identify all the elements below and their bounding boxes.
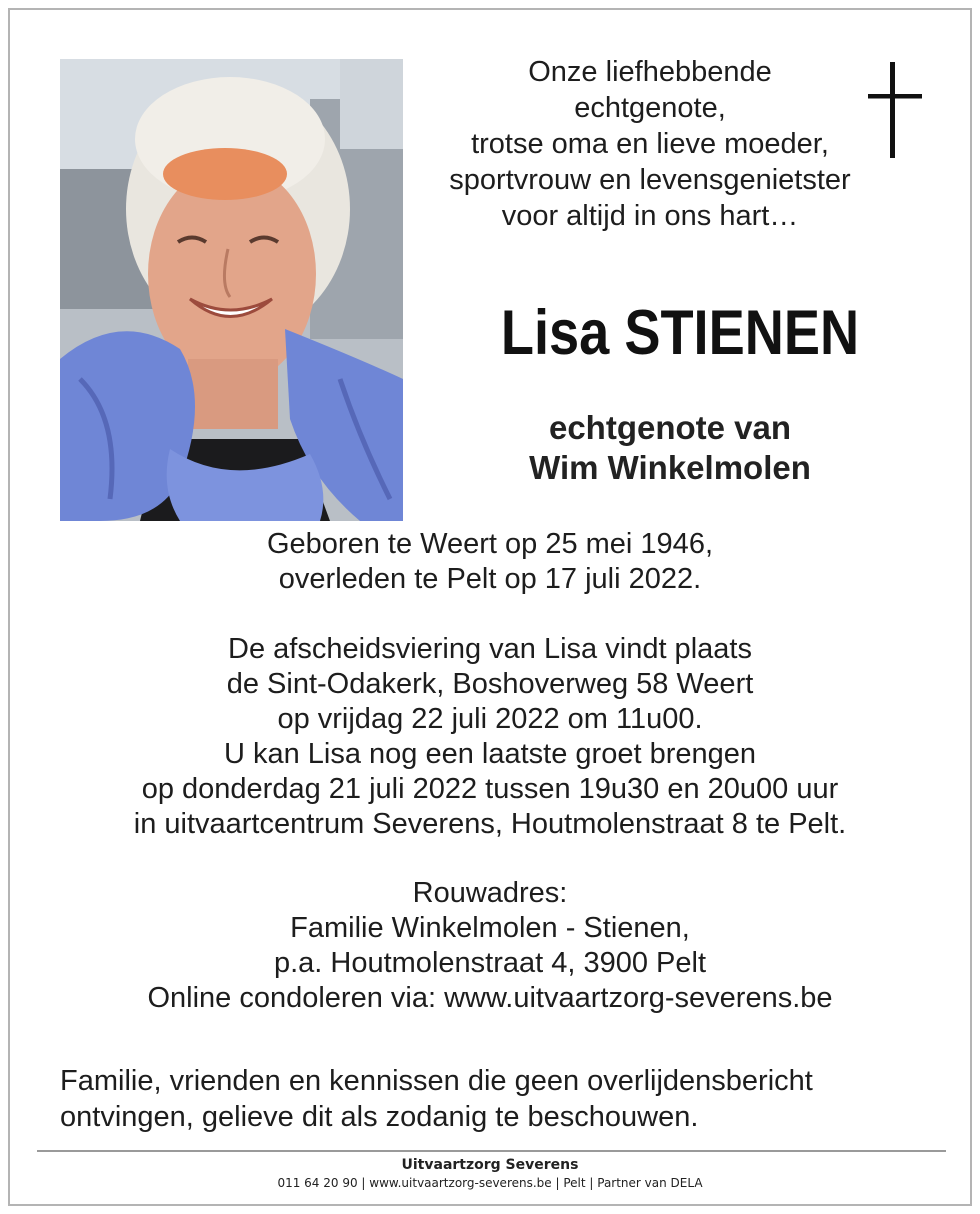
notice-text xyxy=(60,1063,940,1135)
cross-icon xyxy=(866,62,924,162)
condolence-address xyxy=(50,876,930,1016)
portrait-photo xyxy=(60,59,403,521)
intro-line: sportvrouw en levensgenietster xyxy=(449,164,851,196)
death-notice-card xyxy=(8,8,972,1206)
spouse-info xyxy=(460,408,880,488)
intro-line: trotse oma en lieve moeder, xyxy=(471,128,829,160)
service-line: de Sint-Odakerk, Boshoverweg 58 Weert xyxy=(226,668,754,700)
spouse-relation: echtgenote van xyxy=(548,409,792,446)
intro-verse xyxy=(390,54,910,234)
footer-divider xyxy=(37,1150,946,1152)
address-street: p.a. Houtmolenstraat 4, 3900 Pelt xyxy=(273,947,707,979)
funeral-home-name: Uitvaartzorg Severens xyxy=(401,1157,579,1173)
address-heading: Rouwadres: xyxy=(412,877,568,909)
intro-line: Onze liefhebbende xyxy=(528,56,772,88)
service-line: in uitvaartcentrum Severens, Houtmolenstraat 8 te Pelt. xyxy=(133,808,847,840)
life-dates xyxy=(50,527,930,597)
intro-line: voor altijd in ons hart… xyxy=(501,200,799,232)
service-line: De afscheidsviering van Lisa vindt plaats xyxy=(228,633,752,665)
deceased-name: Lisa STIENEN xyxy=(500,298,860,368)
service-line: op donderdag 21 juli 2022 tussen 19u30 en 20u00 uur xyxy=(141,773,839,805)
notice-line: Familie, vrienden en kennissen die geen overlijdensbericht xyxy=(60,1065,813,1097)
online-condolence-link[interactable]: Online condoleren via: www.uitvaartzorg-severens.be xyxy=(147,982,833,1014)
spouse-name: Wim Winkelmolen xyxy=(529,449,811,486)
service-line: U kan Lisa nog een laatste groet brengen xyxy=(223,738,757,770)
service-line: op vrijdag 22 juli 2022 om 11u00. xyxy=(277,703,703,735)
service-details xyxy=(50,632,930,842)
death-line: overleden te Pelt op 17 juli 2022. xyxy=(278,563,702,595)
birth-line: Geboren te Weert op 25 mei 1946, xyxy=(266,528,714,560)
notice-line: ontvingen, gelieve dit als zodanig te beschouwen. xyxy=(60,1101,699,1133)
funeral-home-contact: 011 64 20 90 | www.uitvaartzorg-severens.be | Pelt | Partner van DELA xyxy=(277,1176,703,1190)
intro-line: echtgenote, xyxy=(574,92,726,124)
address-family: Familie Winkelmolen - Stienen, xyxy=(290,912,690,944)
